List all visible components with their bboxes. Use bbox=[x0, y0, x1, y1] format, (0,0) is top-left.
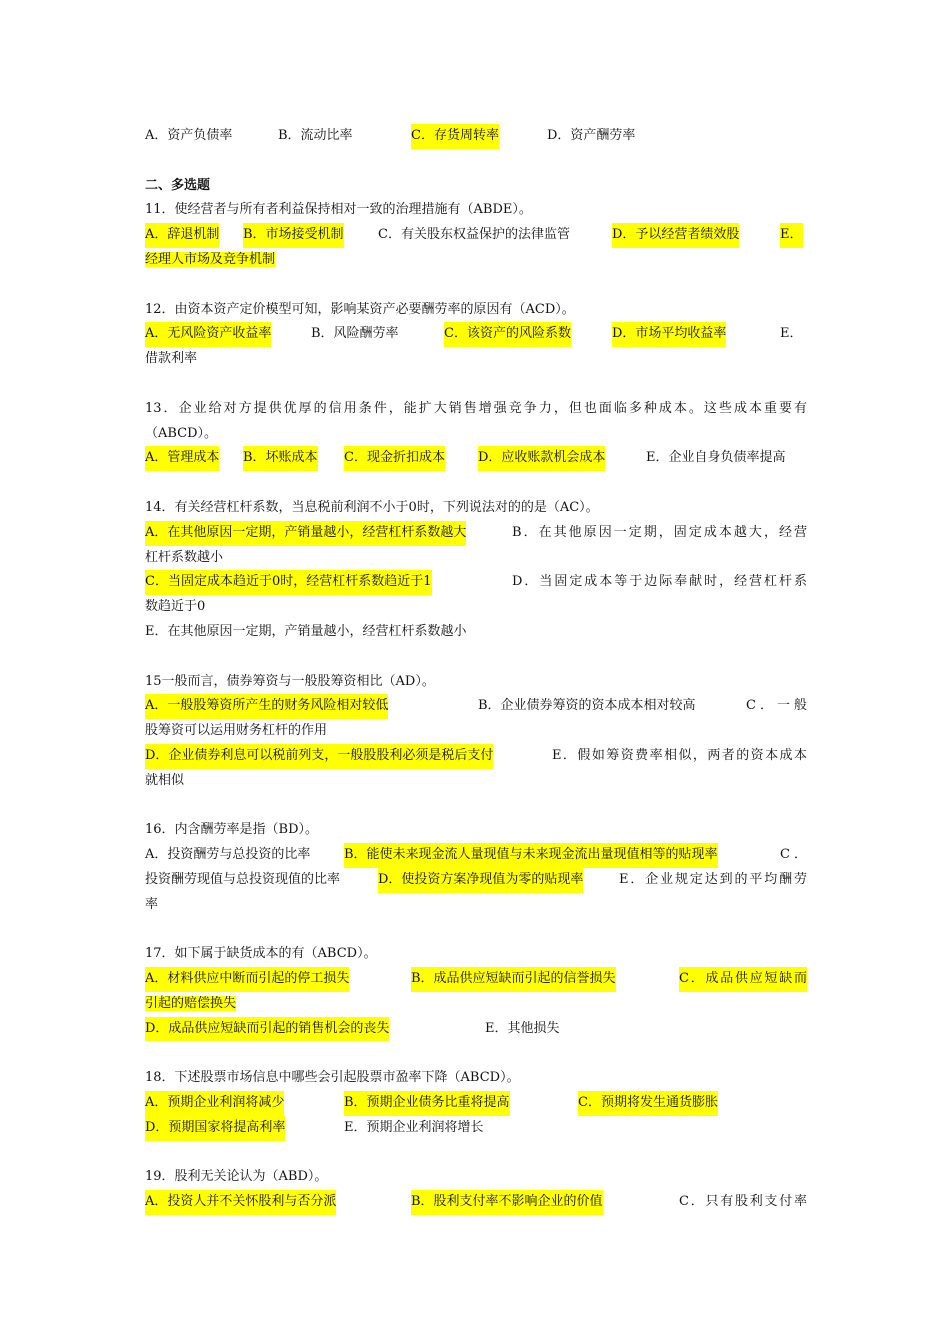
q14-options-cd bbox=[145, 570, 807, 595]
q16-options-abc bbox=[145, 843, 807, 868]
q15-options-de bbox=[145, 744, 807, 769]
q16-option-e: E．企业规定达到的平均酬劳 bbox=[619, 871, 807, 887]
q17-option-b: B．成品供应短缺而引起的信誉损失 bbox=[411, 967, 616, 992]
q17-option-c: C．成品供应短缺而 bbox=[679, 967, 807, 992]
q12-option-d: D．市场平均收益率 bbox=[612, 322, 726, 347]
q17-option-a: A．材料供应中断而引起的停工损失 bbox=[145, 967, 349, 992]
q10-option-c: C．存货周转率 bbox=[411, 124, 499, 149]
q12-options bbox=[145, 322, 807, 347]
q14-option-e: E．在其他原因一定期，产销量越小，经营杠杆系数越小 bbox=[145, 623, 467, 639]
q13-stem: 13．企业给对方提供优厚的信用条件，能扩大销售增强竞争力，但也面临多种成本。这些成本重要有 bbox=[145, 400, 807, 416]
q13-option-d: D．应收账款机会成本 bbox=[478, 446, 605, 471]
q16-options-cde bbox=[145, 868, 807, 893]
q17-option-e: E．其他损失 bbox=[485, 1020, 560, 1036]
q19-stem: 19．股利无关论认为（ABD）。 bbox=[145, 1169, 328, 1185]
q17-option-d: D．成品供应短缺而引起的销售机会的丧失 bbox=[145, 1017, 389, 1042]
q13-option-c: C．现金折扣成本 bbox=[344, 446, 445, 471]
q16-stem: 16．内含酬劳率是指（BD）。 bbox=[145, 822, 319, 838]
q15-option-b: B．企业债券筹资的资本成本相对较高 bbox=[478, 698, 696, 714]
q12-option-c: C．该资产的风险系数 bbox=[444, 322, 571, 347]
q12-option-a: A．无风险资产收益率 bbox=[145, 322, 271, 347]
q11-option-e: E． bbox=[780, 223, 803, 248]
q18-options-abc bbox=[145, 1091, 807, 1116]
q15-option-c: C．一般 bbox=[746, 698, 807, 714]
q10-option-a: A．资产负债率 bbox=[145, 128, 233, 143]
q17-stem: 17．如下属于缺货成本的有（ABCD）。 bbox=[145, 946, 377, 962]
q12-option-b: B．风险酬劳率 bbox=[311, 326, 399, 342]
q18-option-b: B．预期企业债务比重将提高 bbox=[344, 1091, 510, 1116]
q13-option-b: B．坏账成本 bbox=[243, 446, 318, 471]
q12-option-e-text: 借款利率 bbox=[145, 351, 198, 367]
q13-options bbox=[145, 446, 807, 471]
q15-options-abc bbox=[145, 694, 807, 719]
document-content bbox=[145, 124, 807, 1215]
q14-option-c: C．当固定成本趋近于0时，经营杠杆系数趋近于1 bbox=[145, 570, 432, 595]
q17-option-c-cont: 引起的赔偿换失 bbox=[145, 995, 237, 1011]
q14-option-a: A．在其他原因一定期，产销量越小，经营杠杆系数越大 bbox=[145, 521, 466, 546]
q18-option-e: E．预期企业利润将增长 bbox=[344, 1119, 484, 1135]
q19-options bbox=[145, 1190, 807, 1215]
q16-option-d: D．使投资方案净现值为零的贴现率 bbox=[378, 868, 583, 893]
q15-option-a: A．一般股筹资所产生的财务风险相对较低 bbox=[145, 694, 388, 719]
q11-options bbox=[145, 223, 807, 248]
q15-option-e-cont: 就相似 bbox=[145, 772, 185, 788]
q11-stem: 11．使经营者与所有者利益保持相对一致的治理措施有（ABDE）。 bbox=[145, 202, 532, 218]
q19-option-a: A．投资人并不关怀股利与否分派 bbox=[145, 1190, 336, 1215]
q16-option-a: A．投资酬劳与总投资的比率 bbox=[145, 847, 311, 863]
q19-option-c: C．只有股利支付率 bbox=[679, 1194, 807, 1210]
q14-option-b-cont: 杠杆系数越小 bbox=[145, 549, 224, 565]
q15-option-e: E．假如筹资费率相似，两者的资本成本 bbox=[552, 747, 807, 763]
q11-option-e-text: 经理人市场及竞争机制 bbox=[145, 251, 276, 267]
q11-option-a: A．辞退机制 bbox=[145, 223, 219, 248]
q17-options-de bbox=[145, 1017, 807, 1042]
q14-option-d: D．当固定成本等于边际奉献时，经营杠杆系 bbox=[512, 574, 807, 590]
q14-stem: 14．有关经营杠杆系数，当息税前利润不小于0时，下列说法对的的是（AC）。 bbox=[145, 499, 599, 515]
q16-option-c: C． bbox=[780, 847, 807, 863]
q17-options-abc bbox=[145, 967, 807, 992]
q16-option-e-cont: 率 bbox=[145, 896, 159, 912]
q15-option-c-cont: 股筹资可以运用财务杠杆的作用 bbox=[145, 723, 328, 739]
q11-option-d: D．予以经营者绩效股 bbox=[612, 223, 739, 248]
q12-stem: 12．由资本资产定价模型可知，影响某资产必要酬劳率的原因有（ACD）。 bbox=[145, 301, 575, 317]
q13-option-a: A．管理成本 bbox=[145, 446, 219, 471]
q14-option-d-cont: 数趋近于0 bbox=[145, 599, 206, 615]
section-title: 二、多选题 bbox=[145, 177, 211, 193]
q11-option-c: C．有关股东权益保护的法律监管 bbox=[378, 227, 570, 243]
q12-option-e: E． bbox=[780, 326, 803, 342]
q10-options bbox=[145, 124, 807, 149]
q18-option-a: A．预期企业利润将减少 bbox=[145, 1091, 284, 1116]
q15-stem: 15一般而言，债券筹资与一般股筹资相比（AD）。 bbox=[145, 673, 435, 689]
q11-option-b: B．市场接受机制 bbox=[243, 223, 344, 248]
q10-option-b: B．流动比率 bbox=[278, 128, 353, 143]
q14-options-ab bbox=[145, 521, 807, 546]
q16-option-b: B．能使未来现金流人量现值与未来现金流出量现值相等的贴现率 bbox=[344, 843, 718, 868]
q14-option-b: B．在其他原因一定期，固定成本越大，经营 bbox=[512, 524, 807, 540]
q19-option-b: B．股利支付率不影响企业的价值 bbox=[411, 1190, 603, 1215]
q16-option-c-cont: 投资酬劳现值与总投资现值的比率 bbox=[145, 871, 341, 887]
q13-option-e: E．企业自身负债率提高 bbox=[646, 450, 786, 466]
q18-option-c: C．预期将发生通货膨胀 bbox=[578, 1091, 718, 1116]
q18-option-d: D．预期国家将提高利率 bbox=[145, 1116, 285, 1141]
q10-option-d: D．资产酬劳率 bbox=[547, 128, 636, 143]
q15-option-d: D．企业债券利息可以税前列支，一般股股利必须是税后支付 bbox=[145, 744, 493, 769]
q18-options-de bbox=[145, 1116, 807, 1141]
q13-stem-cont: （ABCD）。 bbox=[145, 425, 218, 441]
q18-stem: 18．下述股票市场信息中哪些会引起股票市盈率下降（ABCD）。 bbox=[145, 1070, 520, 1086]
